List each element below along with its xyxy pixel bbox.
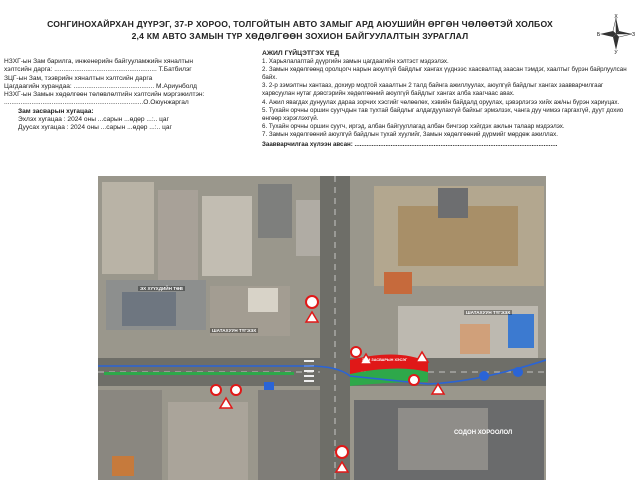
- work-order-item-7: 7. Замын хөдөлгөөний аюулгүй байдлын тухай хуулийг, Замын хөдөлгөөний дүрмийг мөрдөж ажиллах.: [262, 130, 558, 138]
- approval-line-5: НЗХГ-ын Замын хөдөлгөөн төлөвлөлтийн хэлтсийн мэргэжилтэн:: [4, 91, 205, 99]
- map-label-road-work: ЗАМ ЗАСВАРЫН ХЭСЭГ: [362, 358, 408, 362]
- work-order-heading: АЖИЛ ГҮЙЦЭТГЭХ ҮЕД: [262, 50, 340, 57]
- title-line-2: 2,4 КМ АВТО ЗАМЫН ТҮР ХӨДӨЛГӨӨН ЗОХИОН БАЙГУУЛАЛТЫН ЗУРАГЛАЛ: [131, 31, 469, 41]
- document-title: [40, 18, 560, 42]
- approval-line-3: ЗЦГ-ын Зам, тээврийн хяналтын хэлтсийн дарга: [4, 74, 153, 82]
- map-label-district: СОДОН ХОРООЛОЛ: [454, 430, 513, 436]
- green-lane-marker: [104, 372, 294, 375]
- compass-south: У: [614, 50, 618, 54]
- map-label-building-1: ЭХ ХҮҮХДИЙН ТӨВ: [140, 286, 183, 291]
- signature-line: Заавварчилгаа хүлээн авсан: ......................................................................................................................: [262, 141, 558, 149]
- work-order-item-3: 3. 2-р зэмэлтны хантааз, дохиур модтой хааалтын 2 талд байнга ажиллуулах, аюулгүй байдлыг хангах заавварчилгааг харвсуулан нутаг дэвсгэрийн хөдөлгөөний аюулгүй байдлыг хангах алба хаагчаас авах.: [262, 82, 604, 98]
- approval-line-6: ............................................................................О.Оюунжаргал: [4, 99, 189, 107]
- work-order-item-6: 6. Тухайн орчны оршин суугч, иргэд, албан байгууллагад албан бичгээр хэйгдэх ажлын талаар мэдээлэх.: [262, 122, 565, 130]
- map-label-building-3: ШАТАХУУН ТҮГЭЭХ: [466, 310, 511, 315]
- building-block: [102, 182, 154, 274]
- approval-line-1: НЗХГ-ын Зам барилга, инженерийн байгууламжийн хяналтын: [4, 58, 193, 65]
- work-order-item-5: 5. Тухайн орчны оршин суугчдын тав тухтай байдлыг алдагдуулахгүй байхыг эрмэлзэх, чанга дуу чимээ гаргахгүй, дуут дохио өнгөөр хэрэглэхгүй.: [262, 106, 624, 122]
- work-order-block: [262, 50, 632, 149]
- approval-line-2: хэлтсийн дарга: ........................................................ Т.Батбилэг: [4, 66, 192, 74]
- compass-rose-icon: [596, 14, 636, 54]
- compass-east: З: [632, 32, 636, 38]
- aerial-map: [98, 176, 546, 480]
- schedule-start: Эхлэх хугацаа : 2024 оны ...сарын ...өдөр ...:.. цаг: [18, 116, 169, 124]
- work-order-item-4: 4. Ажил явагдах дунуулах дараа зорчих хэсгийг чөлөөлөх, хэвийн байдалд оруулах, цэвэрлэгээ хийх аж/ны бүрэн хариуцах.: [262, 98, 620, 106]
- schedule-heading: Зам засварын хугацаа:: [18, 107, 94, 115]
- work-order-item-1: 1. Харьялалаптай дүүргийн замын цагдаагийн хэлтэст мэдээлэх.: [262, 58, 449, 66]
- schedule-end: Дуусах хугацаа : 2024 оны ...сарын ...өдөр ...:.. цаг: [18, 124, 172, 132]
- compass-west: Б: [597, 32, 601, 38]
- approval-line-4: Цагдаагийн хурандаа: ............................................ М.Ариунболд: [4, 82, 198, 90]
- title-line-1: СОНГИНОХАЙРХАН ДҮҮРЭГ, 37-Р ХОРОО, ТОЛГОЙТЫН АВТО ЗАМЫГ АРД АЮУШИЙН ӨРГӨН ЧӨЛӨӨТЭЙ ХОЛБОХ: [47, 19, 553, 29]
- map-label-building-2: ШАТАХУУН ТҮГЭЭХ: [212, 328, 257, 333]
- work-order-item-2: 2. Замын хөдөлгөөнд оролцогч нарын аюулгүй байдлыг хангах үүднээс хаасвалтад заасан тэмдэг, хаалтыг бүрэн байрлуулсан байх.: [262, 66, 627, 82]
- approvals-block: [4, 58, 256, 133]
- compass-north: Х: [614, 14, 618, 20]
